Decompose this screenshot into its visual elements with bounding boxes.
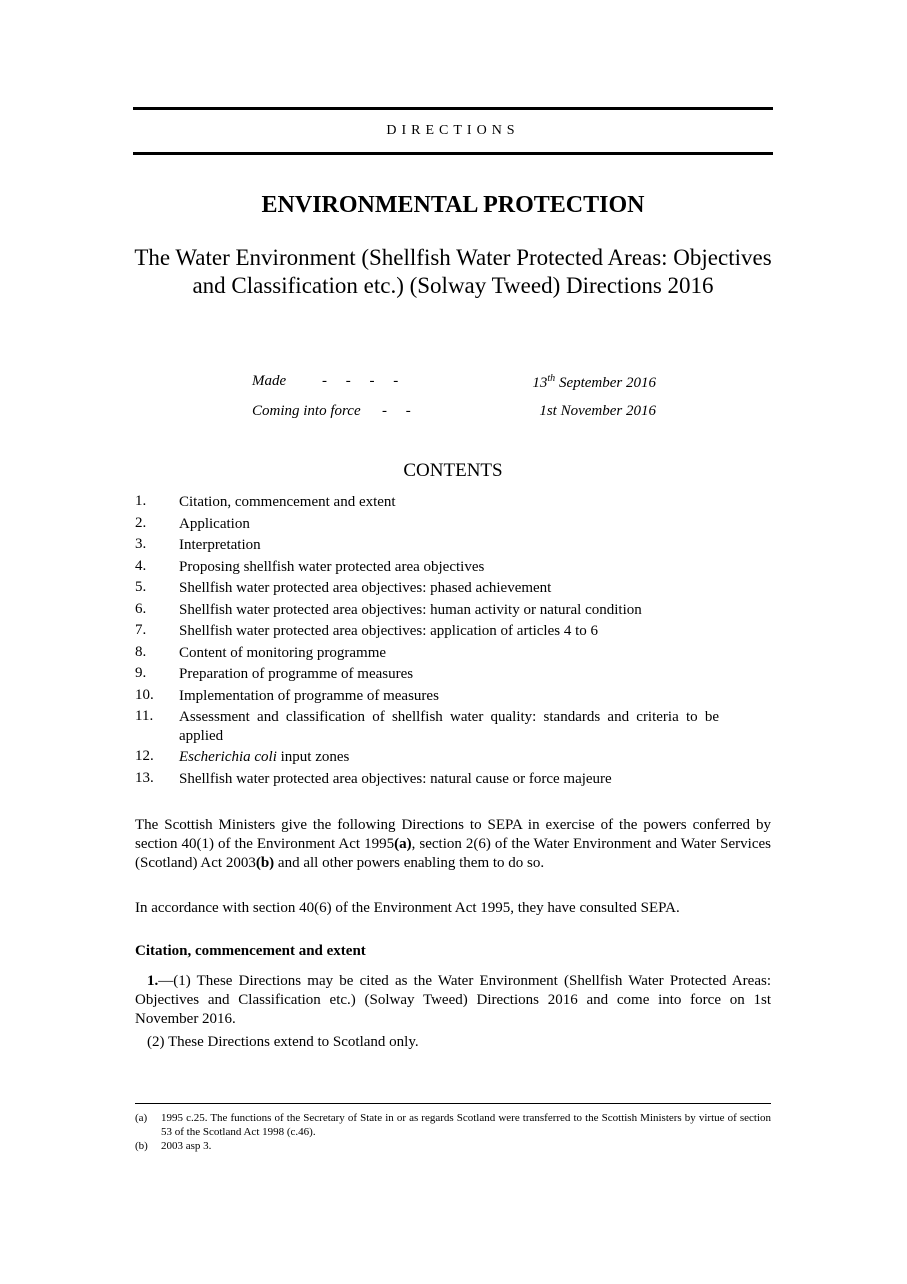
contents-item-text: Preparation of programme of measures [179, 666, 414, 682]
footnote-b [135, 1139, 771, 1153]
contents-item-text: Implementation of programme of measures [179, 687, 439, 704]
contents-item-number: 3. [135, 536, 147, 552]
footnote-a [135, 1111, 771, 1139]
preamble-text-c: and all other powers enabling them to do so. [274, 855, 545, 871]
made-day-suffix: th [547, 373, 556, 384]
footnote-rule [135, 1103, 771, 1104]
made-date-row [252, 373, 656, 393]
contents-item-number: 8. [135, 643, 147, 660]
contents-item-number: 13. [135, 769, 154, 786]
contents-item-text: Shellfish water protected area objectives: phased achievement [179, 580, 552, 596]
top-rule [133, 107, 773, 110]
contents-item[interactable] [135, 536, 775, 558]
contents-item-rest: input zones [276, 749, 350, 765]
preamble-paragraph [135, 816, 771, 873]
contents-item[interactable] [135, 601, 775, 623]
contents-item[interactable] [135, 665, 775, 687]
footnote-text: 1995 c.25. The functions of the Secretary of State in or as regards Scotland were transferred to the Scottish Ministers by virtue of section 53 of the Scotland Act 1998 (c.46). [161, 1112, 771, 1138]
force-label: Coming into force [252, 403, 361, 419]
made-month-year: September 2016 [555, 375, 656, 391]
footnote-ref-a[interactable]: (a) [394, 836, 412, 852]
force-date: 1st November 2016 [539, 403, 656, 419]
section-paragraph-1-text: —(1) These Directions may be cited as the Water Environment (Shellfish Water Protected Areas: Objectives and Classification etc.) (Solway Tweed) Directions 2016 and come into force on 1st November 2016. [135, 973, 771, 1027]
contents-item-number: 10. [135, 686, 154, 703]
contents-item-number: 1. [135, 493, 147, 509]
contents-item-number: 12. [135, 748, 154, 764]
contents-item-number: 4. [135, 557, 147, 574]
contents-item-number: 6. [135, 600, 147, 617]
contents-item[interactable] [135, 558, 775, 580]
contents-item[interactable] [135, 622, 775, 644]
contents-item-text: Assessment and classification of shellfish water quality: standards and criteria to be applied [179, 709, 719, 744]
contents-heading: CONTENTS [403, 460, 503, 481]
contents-item[interactable] [135, 748, 775, 770]
contents-item-text: Shellfish water protected area objectives: natural cause or force majeure [179, 770, 612, 787]
made-label: Made [252, 373, 287, 389]
contents-item-number: 2. [135, 514, 147, 531]
header-rule [133, 152, 773, 155]
contents-item[interactable] [135, 515, 775, 537]
subject-heading: ENVIRONMENTAL PROTECTION [261, 192, 645, 218]
preamble-text-a: The Scottish Ministers give the following Directions to SEPA in exercise of the powers conferred by section 40(1) of the Environment Act 1995 [135, 817, 771, 852]
contents-list [135, 493, 775, 791]
made-date [532, 373, 656, 392]
contents-item-number: 11. [135, 708, 154, 724]
contents-item[interactable] [135, 708, 775, 748]
footnote-mark: (b) [135, 1140, 148, 1152]
contents-item[interactable] [135, 644, 775, 666]
made-day: 13 [532, 375, 548, 391]
contents-item[interactable] [135, 770, 775, 792]
contents-item-text: Proposing shellfish water protected area objectives [179, 558, 485, 575]
preamble-text-b: , section 2(6) of the Water Environment and Water Services (Scotland) Act 2003 [135, 836, 772, 871]
contents-item-text: Content of monitoring programme [179, 644, 387, 661]
contents-item-number: 7. [135, 622, 147, 638]
contents-item[interactable] [135, 687, 775, 709]
contents-item-number: 5. [135, 579, 147, 595]
section-number: 1. [147, 973, 159, 989]
force-dashes: - - [382, 403, 411, 419]
contents-item[interactable] [135, 579, 775, 601]
contents-item-text: Shellfish water protected area objectives: human activity or natural condition [179, 601, 642, 618]
contents-item-text: Shellfish water protected area objectives: application of articles 4 to 6 [179, 623, 599, 639]
force-date-row [252, 403, 656, 423]
contents-item-text: Application [179, 515, 250, 532]
section-paragraph-1 [135, 972, 771, 1029]
section-paragraph-2: (2) These Directions extend to Scotland only. [147, 1034, 419, 1050]
made-dashes: - - - - [322, 373, 399, 389]
contents-item-text: Citation, commencement and extent [179, 494, 396, 510]
contents-item-italic: Escherichia coli [179, 749, 277, 765]
footnote-text: 2003 asp 3. [161, 1140, 212, 1152]
document-title: The Water Environment (Shellfish Water Protected Areas: Objectives and Classification etc.) (Solway Tweed) Directions 2016 [134, 245, 772, 298]
document-type: DIRECTIONS [386, 123, 520, 138]
consultation-paragraph: In accordance with section 40(6) of the Environment Act 1995, they have consulted SEPA. [135, 900, 680, 916]
section-heading: Citation, commencement and extent [135, 943, 366, 959]
footnote-mark: (a) [135, 1112, 148, 1124]
contents-item[interactable] [135, 493, 775, 515]
footnote-ref-b[interactable]: (b) [255, 855, 275, 871]
contents-item-text: Interpretation [179, 537, 261, 553]
contents-item-number: 9. [135, 665, 147, 681]
contents-item-text [179, 748, 719, 767]
